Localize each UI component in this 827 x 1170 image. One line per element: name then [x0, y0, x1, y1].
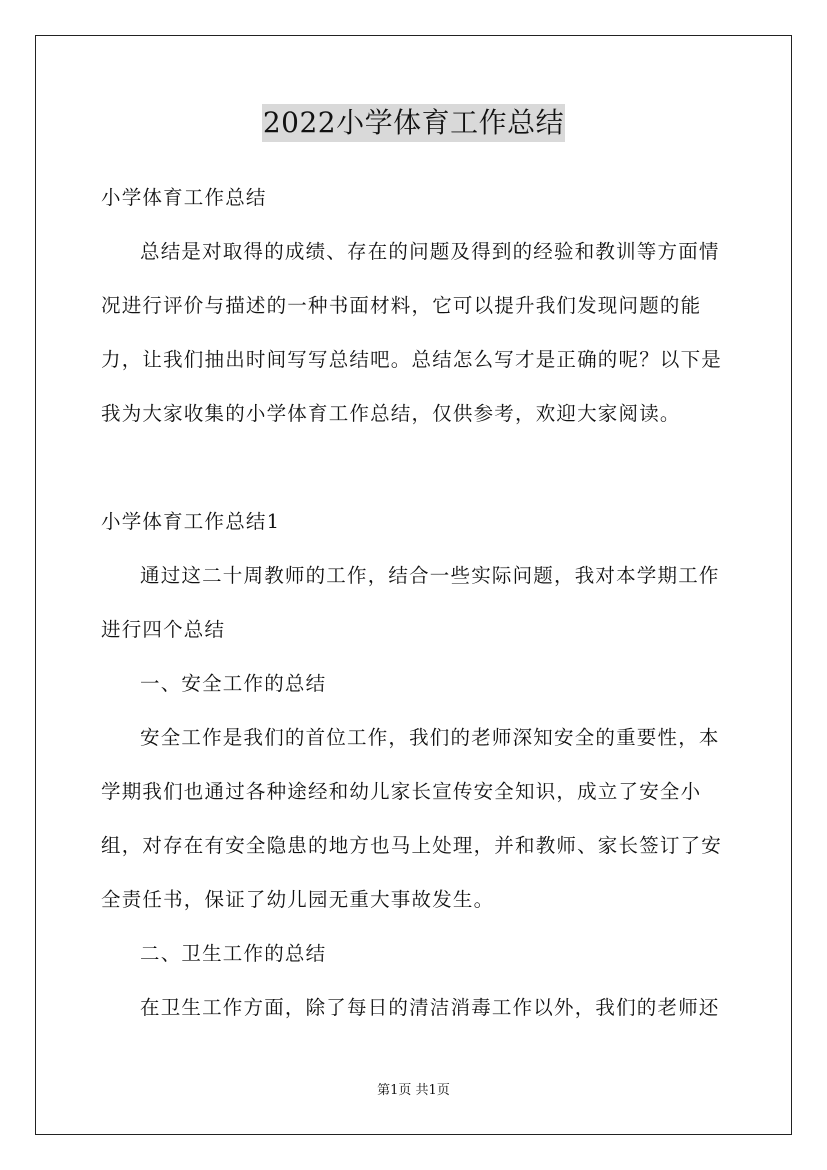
document-title: 2022小学体育工作总结 — [262, 104, 565, 142]
item2-title: 二、卫生工作的总结 — [140, 942, 327, 965]
item1-title: 一、安全工作的总结 — [140, 672, 327, 695]
article-heading: 小学体育工作总结1 — [101, 510, 281, 533]
item2-body: 在卫生工作方面，除了每日的清洁消毒工作以外，我们的老师还 — [140, 996, 720, 1019]
intro-paragraph: 总结是对取得的成绩、存在的问题及得到的经验和教训等方面情况进行评价与描述的一种书面材料，它可以提升我们发现问题的能力，让我们抽出时间写写总结吧。总结怎么写才是正确的呢？以下是我为大家收集的小学体育工作总结，仅供参考，欢迎大家阅读。 — [101, 240, 723, 425]
title-container — [0, 104, 827, 142]
item1-body: 安全工作是我们的首位工作，我们的老师深知安全的重要性，本学期我们也通过各种途经和幼儿家长宣传安全知识，成立了安全小组，对存在有安全隐患的地方也马上处理，并和教师、家长签订了安全责任书，保证了幼儿园无重大事故发生。 — [101, 726, 723, 911]
opening-paragraph: 通过这二十周教师的工作，结合一些实际问题，我对本学期工作进行四个总结 — [101, 564, 720, 641]
section-heading: 小学体育工作总结 — [101, 186, 267, 209]
page-footer: 第1页 共1页 — [377, 1083, 450, 1098]
paragraph-gap — [101, 441, 731, 495]
document-body — [101, 171, 731, 1035]
